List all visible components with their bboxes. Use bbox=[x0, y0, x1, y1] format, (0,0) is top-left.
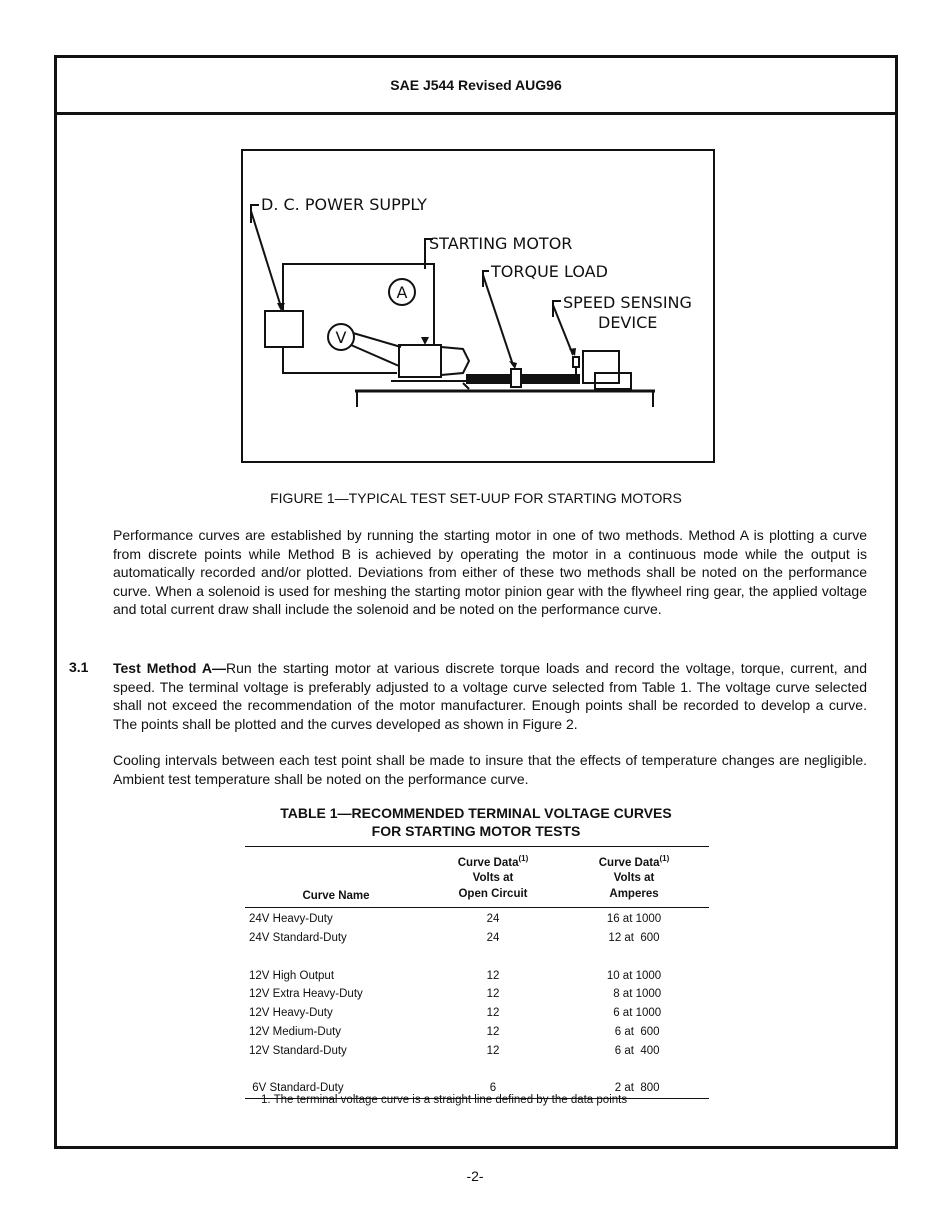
document-title: SAE J544 Revised AUG96 bbox=[390, 77, 562, 93]
header-curve-name: Curve Name bbox=[302, 890, 370, 902]
page-number: -2- bbox=[466, 1168, 484, 1184]
page-frame bbox=[54, 55, 898, 1149]
label-torque-load: TORQUE LOAD bbox=[491, 262, 608, 281]
power-supply-box bbox=[265, 311, 303, 347]
paragraph-test-method-a bbox=[113, 659, 867, 733]
table-row: 12V Heavy-Duty 12 6 at 1000 bbox=[249, 1007, 662, 1020]
label-device: DEVICE bbox=[598, 313, 658, 332]
figure-1 bbox=[241, 149, 715, 463]
label-starting-motor: STARTING MOTOR bbox=[429, 234, 573, 253]
drive-shaft bbox=[467, 375, 579, 383]
label-ammeter: A bbox=[396, 283, 408, 302]
paragraph-performance-curves: Performance curves are established by running the starting motor in one of two methods. Method A is plotting a curve from discrete points while Method B is achieved by operating the motor in a continuous mode while the output is automatically recorded and/or plotted. Deviations from either of these two methods shall be noted on the performance curve. When a solenoid is used for meshing the starting motor pinion gear with the flywheel ring gear, the applied voltage and total current draw shall include the solenoid and be noted on the performance curve. bbox=[113, 527, 867, 617]
table-footnote: 1. The terminal voltage curve is a straight line defined by the data points bbox=[261, 1094, 628, 1106]
paragraph-cooling-intervals: Cooling intervals between each test point shall be made to insure that the effects of temperature changes are negligible. Ambient test temperature shall be noted on the performance curve. bbox=[113, 752, 867, 787]
table-row: 12V Medium-Duty 12 6 at 600 bbox=[249, 1025, 660, 1038]
section-title: Test Method A— bbox=[113, 660, 226, 676]
figure-caption: FIGURE 1—TYPICAL TEST SET-UUP FOR STARTING MOTORS bbox=[270, 490, 682, 506]
starting-motor bbox=[399, 345, 441, 377]
label-speed-sensing: SPEED SENSING bbox=[563, 293, 692, 312]
table-row: 12V High Output 12 10 at 1000 bbox=[249, 969, 662, 982]
table-title bbox=[57, 804, 895, 840]
table-row: 12V Standard-Duty 12 6 at 400 bbox=[249, 1044, 660, 1057]
speed-sensor bbox=[573, 357, 579, 367]
table-body bbox=[245, 908, 709, 1099]
table-row: 12V Extra Heavy-Duty 12 8 at 1000 bbox=[249, 988, 662, 1001]
label-voltmeter: V bbox=[335, 328, 347, 347]
label-power-supply: D. C. POWER SUPPLY bbox=[261, 195, 427, 214]
document-header bbox=[57, 58, 895, 115]
header-amperes: Curve Data$^{(1)}$ Volts at Amperes bbox=[598, 853, 670, 900]
section-text: Run the starting motor at various discrete torque loads and record the voltage, torque, current, and speed. The terminal voltage is preferably adjusted to a voltage curve selected from Table 1. The voltage curve selected shall not exceed the recommendation of the motor manufacturer. Enough points shall be recorded to develop a curve. The points shall be plotted and the curves developed as shown in Figure 2. bbox=[113, 660, 867, 732]
table-row: 6V Standard-Duty 6 2 at 800 bbox=[249, 1082, 660, 1095]
header-open-circuit: Curve Data$^{(1)}$ Volts at Open Circuit bbox=[457, 853, 529, 900]
table-row: 24V Heavy-Duty 24 16 at 1000 bbox=[249, 913, 662, 926]
table-title-line1: TABLE 1—RECOMMENDED TERMINAL VOLTAGE CURVES bbox=[280, 805, 672, 821]
test-setup-diagram bbox=[243, 151, 713, 461]
section-number: 3.1 bbox=[69, 659, 89, 675]
table-row: 24V Standard-Duty 24 12 at 600 bbox=[249, 932, 660, 945]
table-title-line2: FOR STARTING MOTOR TESTS bbox=[371, 823, 581, 839]
table-header bbox=[245, 847, 709, 908]
voltage-curves-table bbox=[245, 846, 709, 1099]
torque-load bbox=[511, 369, 521, 387]
